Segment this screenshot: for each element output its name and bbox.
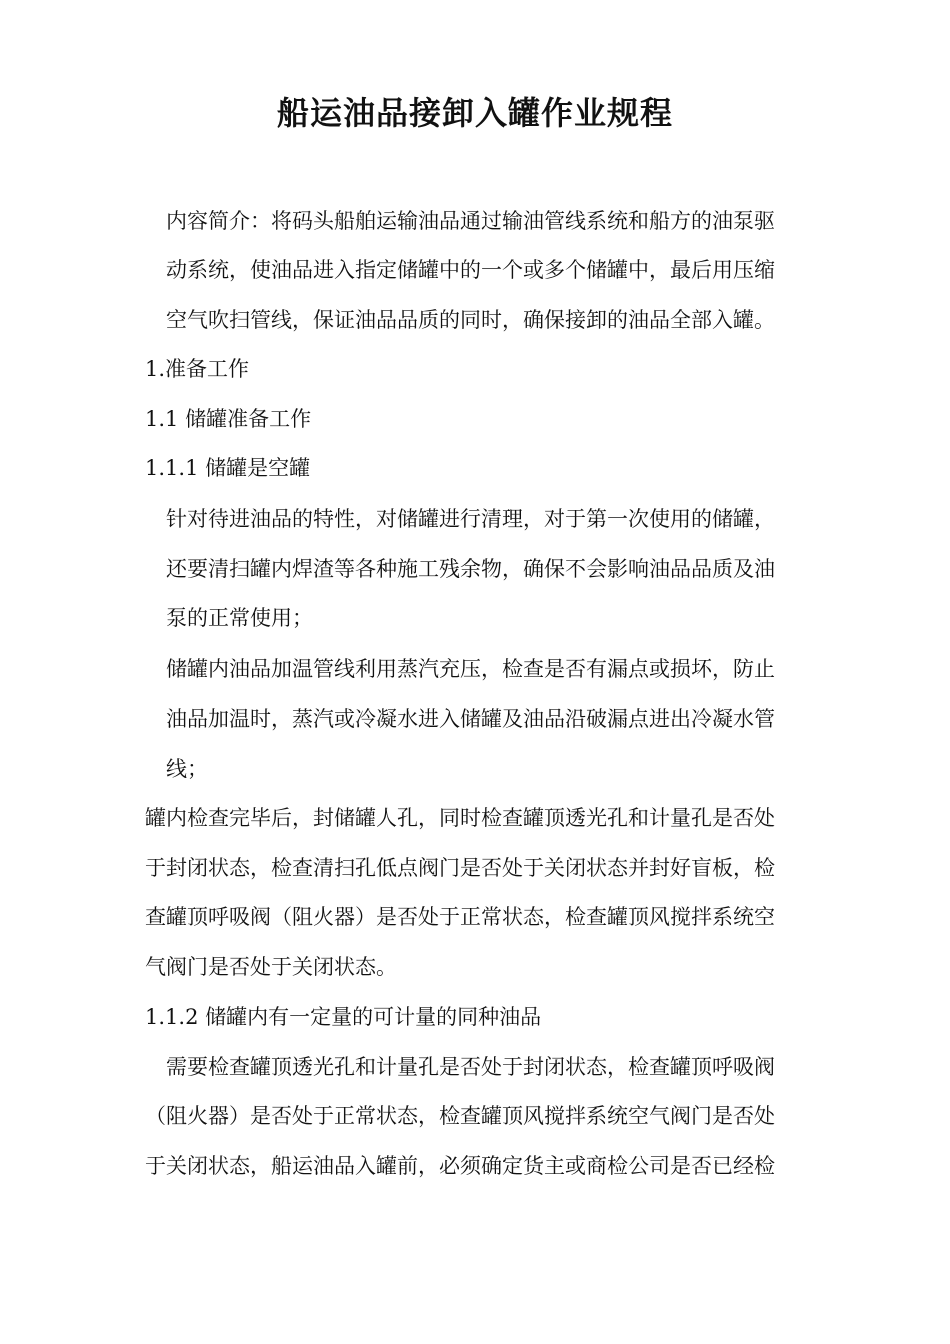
- page-title: 船运油品接卸入罐作业规程: [276, 94, 673, 132]
- paragraph-line: 泵的正常使用；: [166, 606, 313, 630]
- heading-1-1-1: 1.1.1 储罐是空罐: [145, 456, 311, 480]
- paragraph-line: 油品加温时，蒸汽或冷凝水进入储罐及油品沿破漏点进出冷凝水管: [166, 707, 775, 731]
- paragraph-line: 线；: [166, 757, 208, 781]
- paragraph-line: 需要检查罐顶透光孔和计量孔是否处于封闭状态，检查罐顶呼吸阀: [166, 1055, 775, 1079]
- paragraph-line: 罐内检查完毕后，封储罐人孔，同时检查罐顶透光孔和计量孔是否处: [145, 806, 775, 830]
- intro-line-3: 空气吹扫管线，保证油品品质的同时，确保接卸的油品全部入罐。: [166, 308, 775, 332]
- paragraph-line: 于封闭状态，检查清扫孔低点阀门是否处于关闭状态并封好盲板，检: [145, 856, 775, 880]
- heading-1: 1.准备工作: [145, 357, 250, 381]
- paragraph-line: 针对待进油品的特性，对储罐进行清理，对于第一次使用的储罐，: [166, 507, 775, 531]
- heading-1-1-2: 1.1.2 储罐内有一定量的可计量的同种油品: [145, 1005, 542, 1029]
- paragraph-line: （阻火器）是否处于正常状态，检查罐顶风搅拌系统空气阀门是否处: [145, 1104, 775, 1128]
- intro-line-2: 动系统，使油品进入指定储罐中的一个或多个储罐中，最后用压缩: [166, 258, 775, 282]
- paragraph-line: 气阀门是否处于关闭状态。: [145, 955, 397, 979]
- paragraph-line: 储罐内油品加温管线利用蒸汽充压，检查是否有漏点或损坏，防止: [166, 657, 775, 681]
- paragraph-line: 查罐顶呼吸阀（阻火器）是否处于正常状态，检查罐顶风搅拌系统空: [145, 905, 775, 929]
- intro-line-1: 内容简介：将码头船舶运输油品通过输油管线系统和船方的油泵驱: [166, 209, 775, 233]
- paragraph-line: 于关闭状态，船运油品入罐前，必须确定货主或商检公司是否已经检: [145, 1154, 775, 1178]
- paragraph-line: 还要清扫罐内焊渣等各种施工残余物，确保不会影响油品品质及油: [166, 557, 775, 581]
- heading-1-1: 1.1 储罐准备工作: [145, 407, 312, 431]
